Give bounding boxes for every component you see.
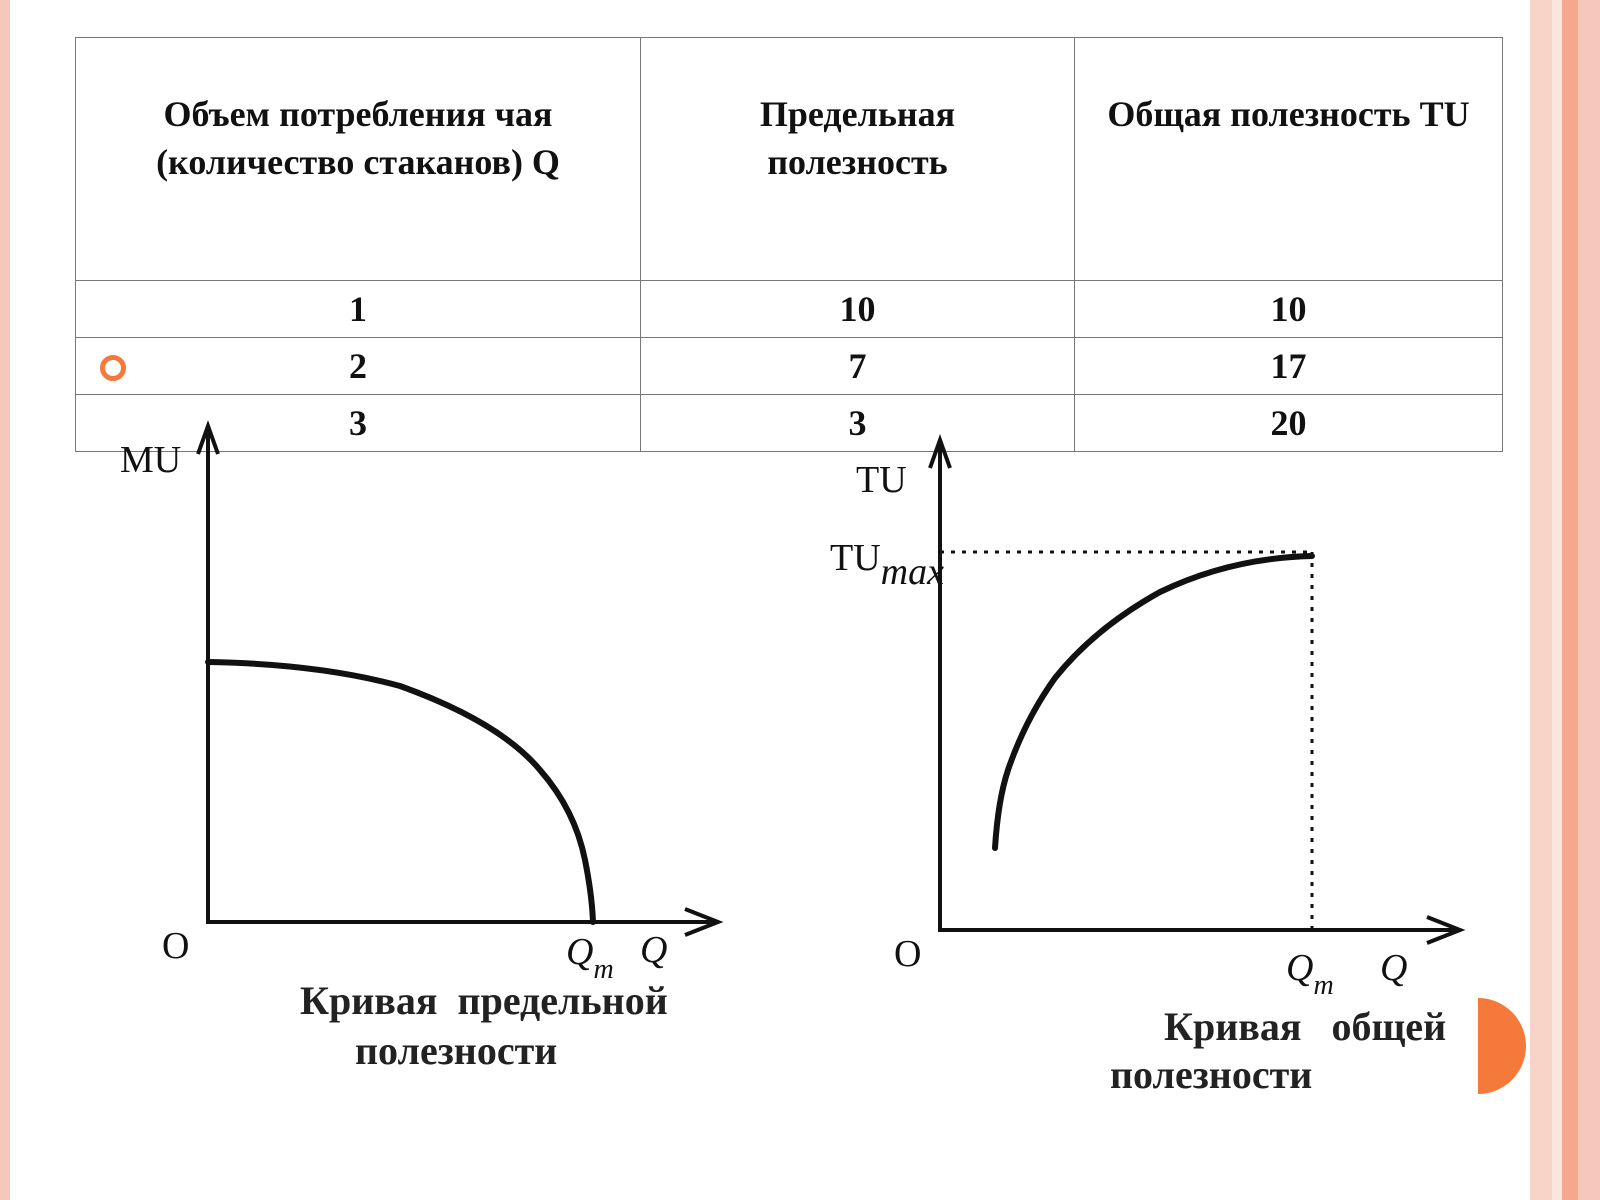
total-utility-graph	[820, 420, 1480, 1110]
tu-qm-label	[1286, 947, 1334, 1001]
cell-marginal: 10	[641, 281, 1075, 338]
cell-quantity: 1	[76, 281, 641, 338]
cell-total: 17	[1075, 338, 1503, 395]
border-stripe-pink-outer	[1578, 0, 1600, 1200]
tu-origin-label: O	[894, 933, 922, 975]
tu-curve	[995, 556, 1312, 848]
mu-qm-label	[566, 931, 614, 985]
mu-curve-line	[208, 662, 593, 922]
marginal-utility-graph	[100, 410, 740, 1100]
header-quantity	[76, 38, 641, 281]
cell-quantity	[76, 338, 641, 395]
slide-border-right	[1530, 0, 1600, 1200]
tu-qm-main: Q	[1286, 947, 1314, 989]
border-stripe-orange	[1562, 0, 1578, 1200]
accent-half-circle	[1478, 998, 1526, 1094]
mu-caption-line2: полезности	[355, 1028, 558, 1073]
utility-table	[75, 37, 1503, 452]
tu-max-main: TU	[830, 537, 881, 579]
header-total-line1: Общая полезность TU	[1107, 94, 1470, 134]
cell-marginal: 3	[641, 395, 1075, 452]
header-quantity-line2: (количество стаканов) Q	[156, 142, 560, 182]
tu-qm-sub: m	[1313, 970, 1334, 1001]
mu-qm-main: Q	[566, 931, 594, 973]
mu-caption-line1: Кривая предельной	[300, 978, 668, 1023]
header-marginal-utility	[641, 38, 1075, 281]
cell-quantity: 3	[76, 395, 641, 452]
mu-origin-label: O	[162, 925, 190, 967]
border-stripe-pink	[1530, 0, 1552, 1200]
mu-qm-sub: m	[593, 954, 614, 985]
table-row	[76, 281, 1503, 338]
tu-caption-line2: полезности	[1110, 1052, 1313, 1097]
border-stripe-left	[0, 0, 10, 1200]
tu-y-label: TU	[856, 459, 907, 501]
cell-marginal: 7	[641, 338, 1075, 395]
header-total-utility	[1075, 38, 1503, 281]
cell-quantity-value: 2	[349, 346, 367, 386]
header-marginal-line1: Предельная	[759, 94, 956, 134]
bullet-circle-icon	[100, 355, 126, 381]
table-row	[76, 338, 1503, 395]
header-marginal-line2: полезность	[767, 142, 948, 182]
border-stripe-light	[1552, 0, 1562, 1200]
tu-caption-line1: Кривая общей	[1164, 1004, 1447, 1049]
tu-max-label	[830, 537, 944, 593]
cell-total: 10	[1075, 281, 1503, 338]
header-quantity-line1: Объем потребления чая	[163, 94, 553, 134]
tu-max-sub: max	[880, 551, 944, 593]
mu-q-label: Q	[640, 929, 668, 971]
tu-q-label: Q	[1380, 947, 1408, 989]
cell-total: 20	[1075, 395, 1503, 452]
mu-y-label: MU	[120, 439, 182, 481]
table-header-row	[76, 38, 1503, 281]
